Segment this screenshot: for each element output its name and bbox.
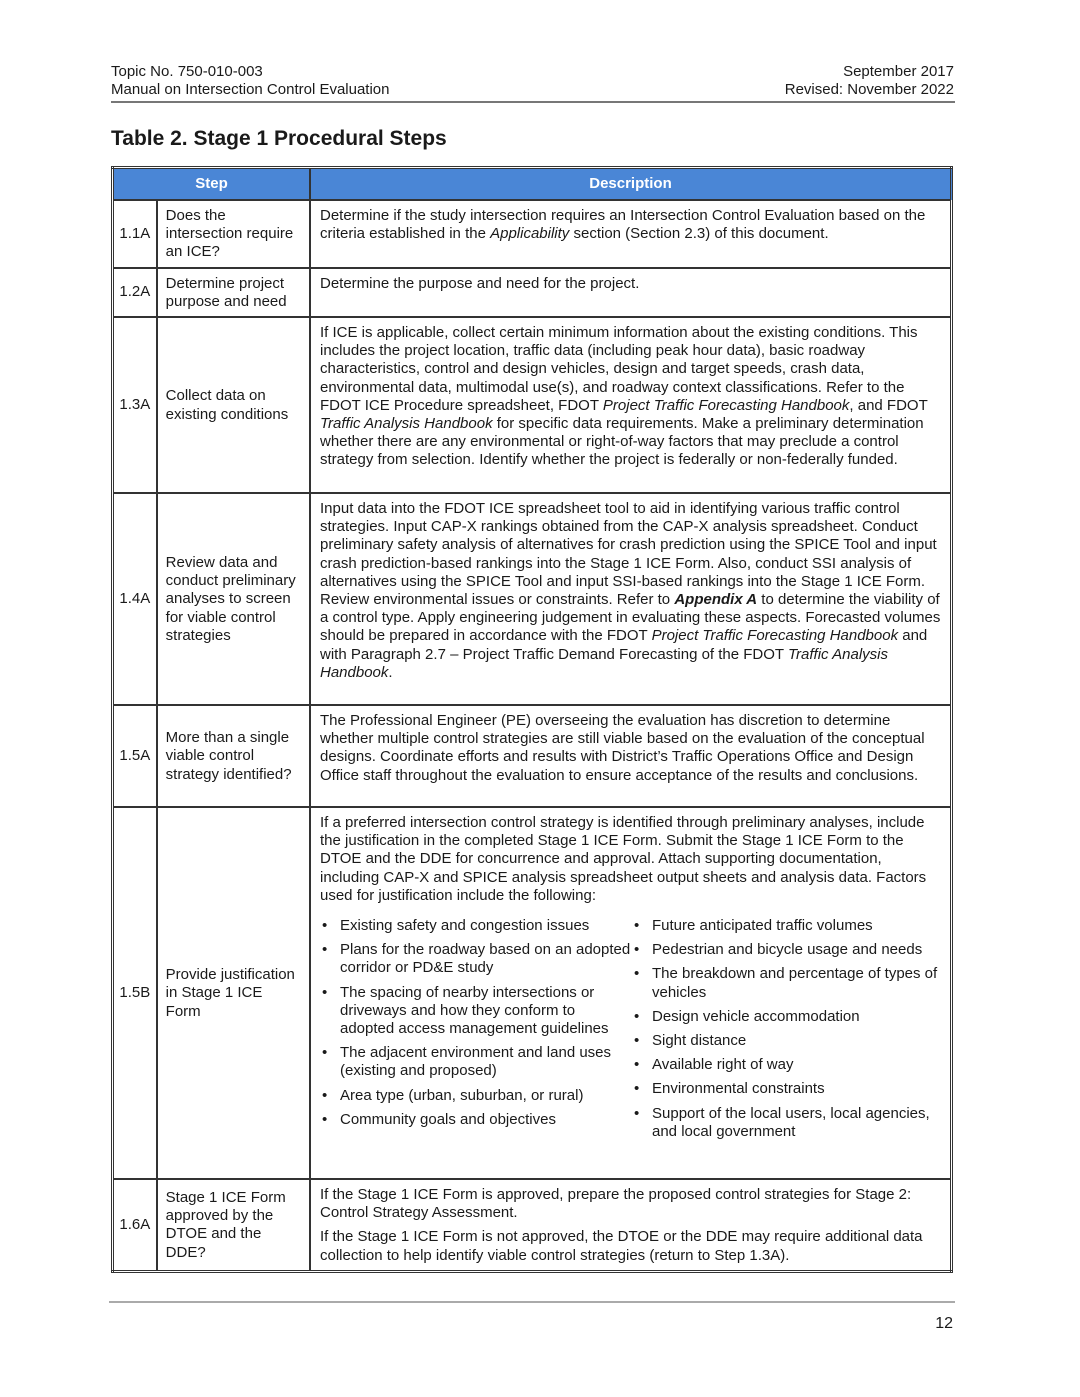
factor-item: • Available right of way [652, 1056, 942, 1074]
factor-item: • Design vehicle accommodation [652, 1008, 942, 1026]
table-row [113, 807, 952, 1179]
table-row [113, 268, 952, 317]
factor-item: • Area type (urban, suburban, or rural) [340, 1087, 632, 1105]
topic-number: Topic No. 750-010-003 [111, 63, 263, 80]
table-header-row [113, 168, 952, 201]
step-name: Determine project purpose and need [157, 268, 310, 317]
page-number: 12 [935, 1315, 953, 1332]
publish-date: September 2017 [843, 63, 954, 80]
revised-date: Revised: November 2022 [784, 81, 954, 98]
step-description: If ICE is applicable, collect certain minimum information about the existing conditions. This includes the project location, traffic data (including peak hour data), basic roadway characteristics, control and design vehicles, design and target speeds, crash data, environmental data, multimodal use(s), and roadway context classifications. Refer to the FDOT ICE Procedure spreadsheet, FDOT Project Traffic Forecasting Handbook, and FDOT Traffic Analysis Handbook for specific data requirements. Make a preliminary determination whether there are any environmental or right-of-way factors that may preclude a control strategy from selection. Identify whether the project is federally or non-federally funded. [310, 317, 952, 493]
factor-item: • Plans for the roadway based on an adopted corridor or PD&E study [340, 941, 632, 977]
step-number: 1.4A [113, 493, 157, 705]
step-description: Determine the purpose and need for the project. [310, 268, 952, 317]
factor-item: • The spacing of nearby intersections or driveways and how they conform to adopted access management guidelines [340, 984, 632, 1039]
footer-divider [109, 1301, 955, 1303]
step-name: More than a single viable control strategy identified? [157, 705, 310, 807]
step-name: Does the intersection require an ICE? [157, 200, 310, 268]
step-name: Review data and conduct preliminary analyses to screen for viable control strategies [157, 493, 310, 705]
step-name: Stage 1 ICE Form approved by the DTOE and the DDE? [157, 1179, 310, 1271]
step-number: 1.1A [113, 200, 157, 268]
justification-factors [320, 917, 942, 1147]
header-divider [111, 101, 955, 103]
table-row [113, 493, 952, 705]
factor-item: • The adjacent environment and land uses (existing and proposed) [340, 1044, 632, 1080]
step-number: 1.5A [113, 705, 157, 807]
factor-list-left [320, 917, 632, 1147]
step-description: Input data into the FDOT ICE spreadsheet tool to aid in identifying various traffic control strategies. Input CAP-X rankings obtained from the CAP-X analysis spreadsheet. Conduct preliminary safety analysis of alternatives for crash prediction using the SPICE Tool and input crash prediction-based rankings into the Stage 1 ICE Form. Also, conduct SSI analysis of alternatives using the SPICE Tool and input SSI-based rankings into the Stage 1 ICE Form. Review environmental issues or constraints. Refer to Appendix A to determine the viability of a control type. Apply engineering judgement in evaluating these aspects. Forecasted volumes should be prepared in accordance with the FDOT Project Traffic Forecasting Handbook and with Paragraph 2.7 – Project Traffic Demand Forecasting of the FDOT Traffic Analysis Handbook. [310, 493, 952, 705]
step-number: 1.2A [113, 268, 157, 317]
table-row [113, 1179, 952, 1271]
factor-item: • Existing safety and congestion issues [340, 917, 632, 935]
factor-item: • Community goals and objectives [340, 1111, 632, 1129]
factor-item: • Environmental constraints [652, 1080, 942, 1098]
step-description: If a preferred intersection control strategy is identified through preliminary analyses, include the justification in the completed Stage 1 ICE Form. Submit the Stage 1 ICE Form to the DTOE and the DDE for concurrence and approval. Attach supporting documentation, including CAP-X and SPICE analysis spreadsheet output sheets and analysis data. Factors used for justification include the following: • Existing safety and congestion issues • Plans for the roadway based on an adopted corridor or PD&E study • The spacing of nearby intersections or driveways and how they conform to adopted access management guidelines • The adjacent environment and land uses (existing and proposed) • Area type (urban, suburban, or rural) • Community goals and objectives • Future anticipated traffic volumes • Pedestrian and bicycle usage and needs • The breakdown and percentage of types of vehicles • Design vehicle accommodation • Sight distance • Available right of way • Environmental constraints • Support of the local users, local agencies, and local government [310, 807, 952, 1179]
factor-item: • Support of the local users, local agencies, and local government [652, 1105, 942, 1141]
step-name: Collect data on existing conditions [157, 317, 310, 493]
factor-item: • Sight distance [652, 1032, 942, 1050]
step-description: If the Stage 1 ICE Form is approved, prepare the proposed control strategies for Stage 2: Control Strategy Assessment. If the Stage 1 ICE Form is not approved, the DTOE or the DDE may require additional data collection to help identify viable control strategies (return to Step 1.3A). [310, 1179, 952, 1271]
factor-item: • Pedestrian and bicycle usage and needs [652, 941, 942, 959]
step-number: 1.6A [113, 1179, 157, 1271]
factor-list-right [632, 917, 942, 1147]
manual-title: Manual on Intersection Control Evaluation [111, 81, 390, 98]
step-name: Provide justification in Stage 1 ICE Form [157, 807, 310, 1179]
step-description: The Professional Engineer (PE) overseeing the evaluation has discretion to determine whether multiple control strategies are still viable based on the evaluation of the conceptual designs. Coordinate efforts and results with District’s Traffic Operations Office and Design Office staff throughout the evaluation to ensure acceptance of the results and conclusions. [310, 705, 952, 807]
step-description: Determine if the study intersection requires an Intersection Control Evaluation based on the criteria established in the Applicability section (Section 2.3) of this document. [310, 200, 952, 268]
table-row [113, 317, 952, 493]
factor-item: • The breakdown and percentage of types of vehicles [652, 965, 942, 1001]
table-row [113, 200, 952, 268]
step-number: 1.5B [113, 807, 157, 1179]
column-header-step: Step [113, 168, 311, 201]
column-header-description: Description [310, 168, 952, 201]
procedural-steps-table [111, 166, 953, 1273]
factor-item: • Future anticipated traffic volumes [652, 917, 942, 935]
table-title: Table 2. Stage 1 Procedural Steps [111, 127, 447, 150]
table-row [113, 705, 952, 807]
step-number: 1.3A [113, 317, 157, 493]
